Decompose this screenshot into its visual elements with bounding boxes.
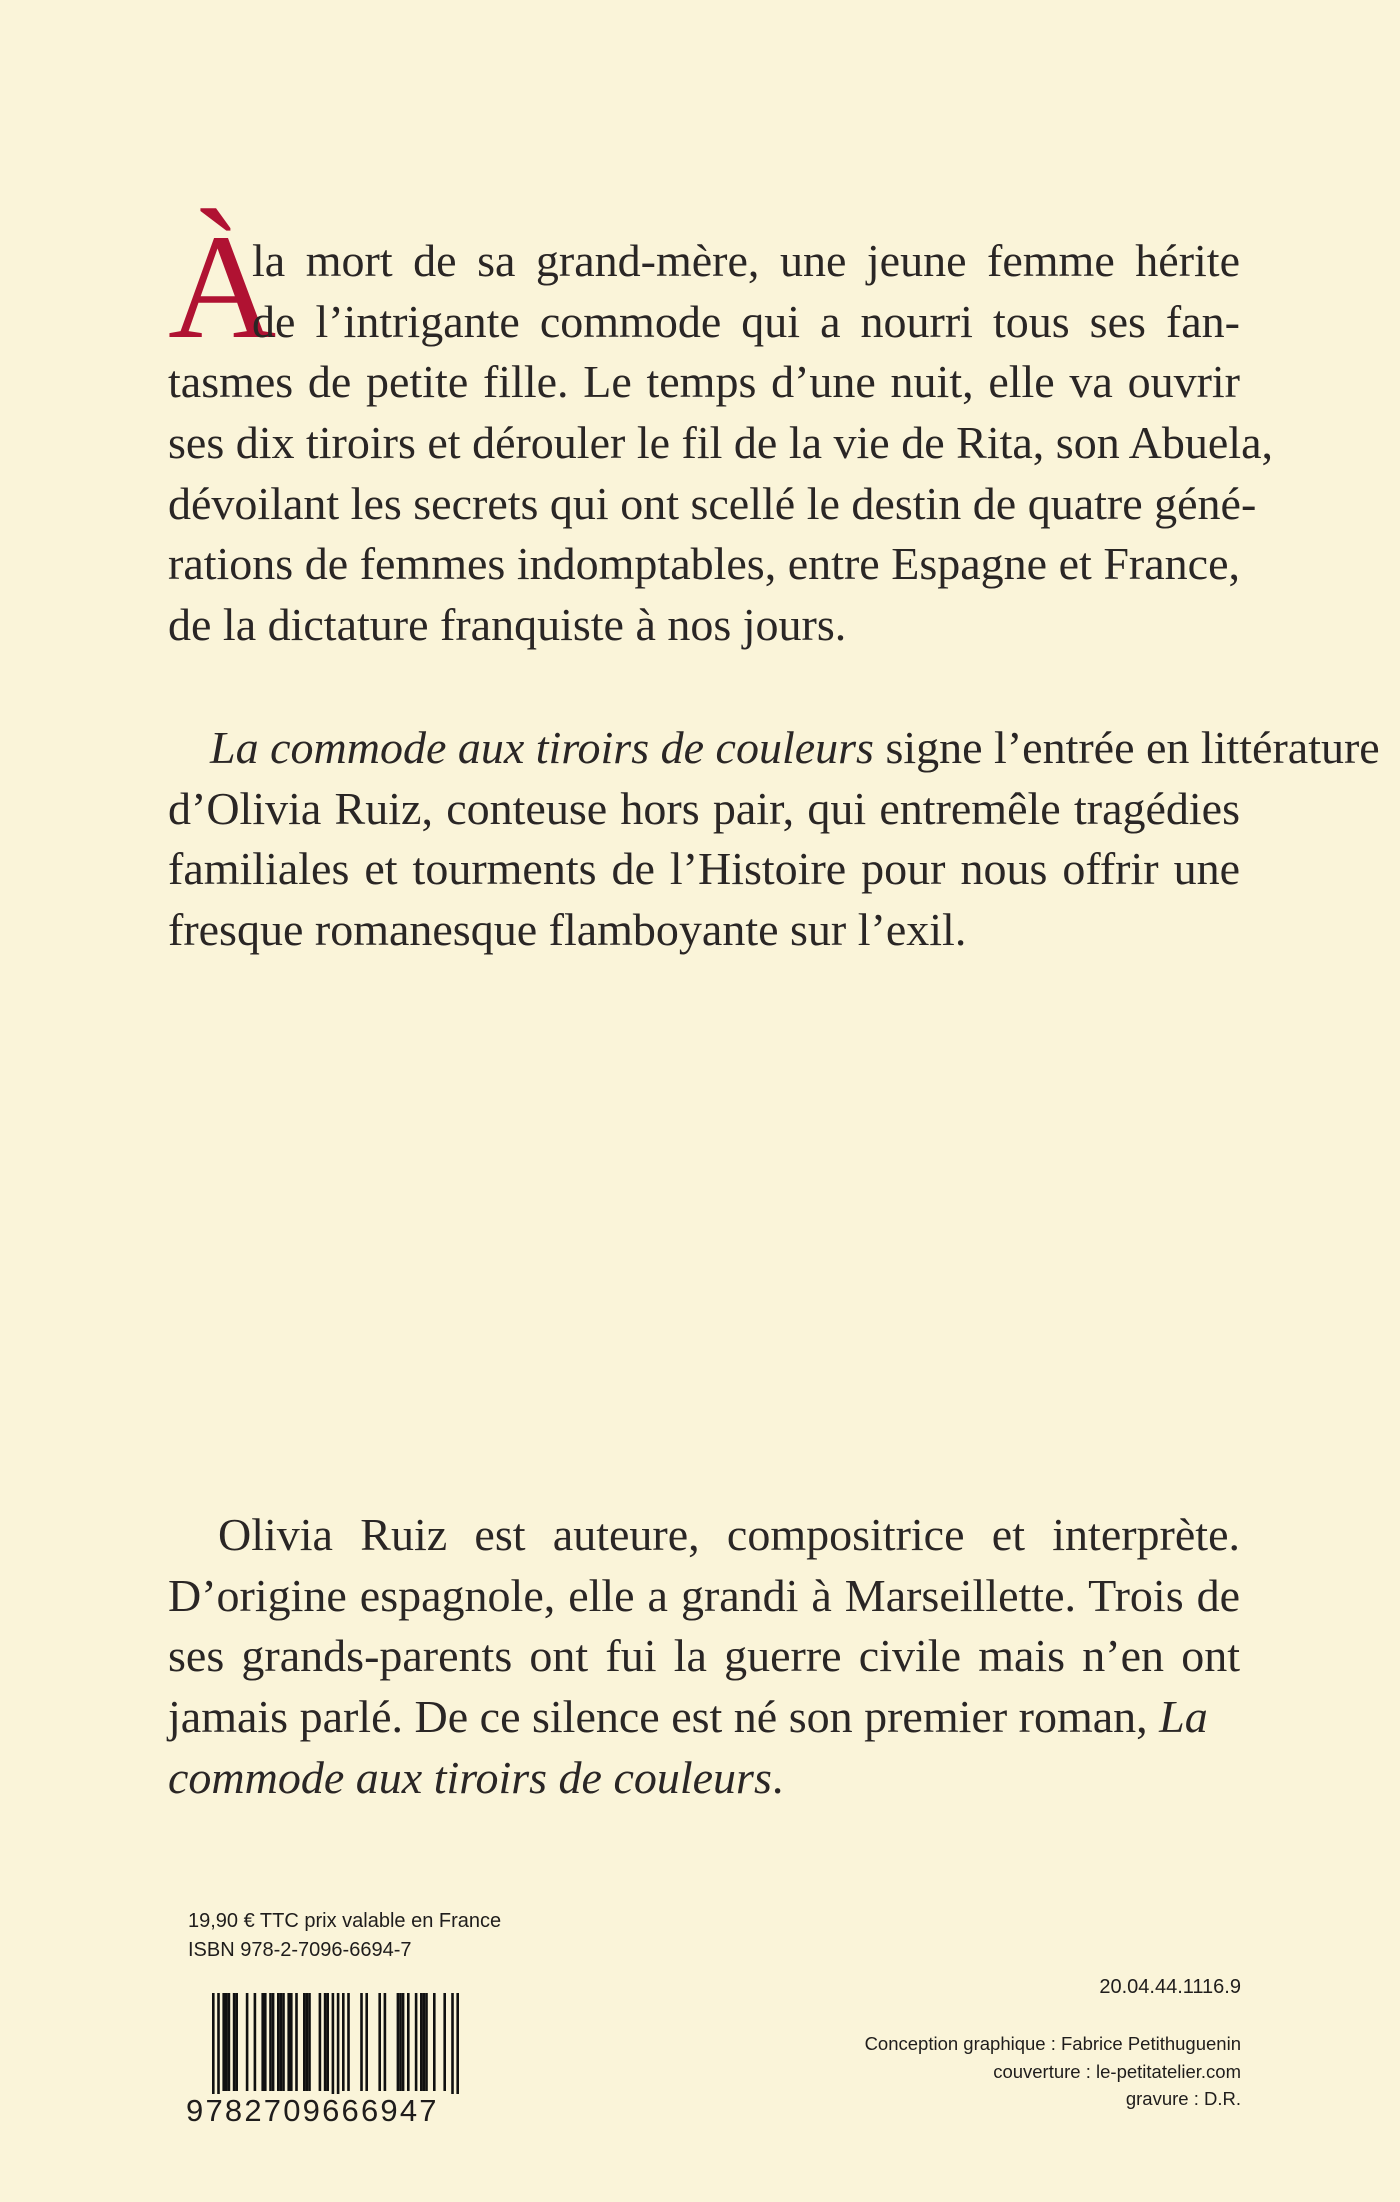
barcode-bar bbox=[319, 1993, 322, 2091]
summary-line: la mort de sa grand-mère, une jeune femme hérite bbox=[252, 235, 1240, 286]
barcode-bar bbox=[261, 1993, 264, 2091]
bio-title-italic: La bbox=[1159, 1691, 1208, 1743]
barcode-bar bbox=[423, 1993, 426, 2091]
presentation-line bbox=[168, 718, 1380, 779]
barcode-bar bbox=[295, 1993, 298, 2091]
barcode-bar bbox=[443, 1993, 446, 2091]
presentation-line: familiales et tourments de l’Histoire pour nous offrir une bbox=[168, 843, 1240, 895]
barcode-bar bbox=[290, 1993, 293, 2091]
barcode-bar bbox=[402, 1993, 405, 2091]
summary-line: dévoilant les secrets qui ont scellé le destin de quatre géné- bbox=[168, 477, 1257, 529]
credit-line: gravure : D.R. bbox=[1125, 2088, 1241, 2109]
barcode-bar bbox=[332, 1993, 335, 2103]
barcode-digits: 9782709666947 bbox=[186, 2094, 466, 2128]
barcode-bar bbox=[282, 1993, 285, 2091]
summary-line: tasmes de petite fille. Le temps d’une nuit, elle va ouvrir bbox=[168, 356, 1240, 408]
isbn-line: ISBN 978-2-7096-6694-7 bbox=[188, 1939, 412, 1961]
presentation-line-rest: signe l’entrée en littérature bbox=[873, 722, 1380, 773]
barcode-bar bbox=[378, 1993, 381, 2091]
summary-paragraph bbox=[168, 231, 1273, 656]
barcode-bar bbox=[308, 1993, 311, 2091]
bio-title-italic: commode aux tiroirs de couleurs bbox=[168, 1751, 772, 1803]
barcode-bar bbox=[425, 1993, 428, 2091]
presentation-line: fresque romanesque flamboyante sur l’exil. bbox=[168, 904, 967, 956]
barcode-bar bbox=[306, 1993, 309, 2091]
barcode-bar bbox=[287, 1993, 290, 2091]
summary-line: de l’intrigante commode qui a nourri tous ses fan- bbox=[252, 295, 1240, 347]
bio-line: Olivia Ruiz est auteure, compositrice et interprète. bbox=[218, 1509, 1240, 1560]
bio-line: D’origine espagnole, elle a grandi à Marseillette. Trois de bbox=[168, 1569, 1240, 1621]
credit-line: Conception graphique : Fabrice Petithuguenin bbox=[864, 2033, 1241, 2054]
barcode-bar bbox=[456, 1993, 459, 2103]
barcode-bar bbox=[272, 1993, 275, 2091]
drop-cap-letter: À bbox=[168, 204, 277, 370]
summary-line: ses dix tiroirs et dérouler le fil de la vie de Rita, son Abuela, bbox=[168, 417, 1273, 469]
barcode-bar bbox=[222, 1993, 225, 2091]
bio-line-end: . bbox=[771, 1751, 784, 1803]
barcode-bar bbox=[384, 1993, 387, 2091]
bio-line-text: jamais parlé. De ce silence est né son premier roman, bbox=[168, 1691, 1160, 1743]
summary-line: rations de femmes indomptables, entre Espagne et France, bbox=[168, 538, 1240, 590]
credit-line: couverture : le-petitatelier.com bbox=[993, 2060, 1241, 2082]
barcode-bar bbox=[225, 1993, 228, 2091]
barcode-bar bbox=[269, 1993, 272, 2091]
barcode-bar bbox=[347, 1993, 350, 2091]
barcode-bar bbox=[303, 1993, 306, 2091]
barcode-bar bbox=[324, 1993, 327, 2091]
barcode-bar bbox=[233, 1993, 236, 2091]
summary-line: de la dictature franquiste à nos jours. bbox=[168, 599, 847, 651]
presentation-line: d’Olivia Ruiz, conteuse hors pair, qui entremêle tragédies bbox=[168, 782, 1240, 834]
barcode-bar bbox=[235, 1993, 238, 2091]
book-title-italic: La commode aux tiroirs de couleurs bbox=[210, 722, 874, 773]
barcode-bar bbox=[397, 1993, 400, 2091]
barcode-bar bbox=[217, 1993, 220, 2103]
barcode-bar bbox=[280, 1993, 283, 2091]
credits bbox=[865, 2030, 1241, 2113]
barcode bbox=[186, 1993, 466, 2128]
barcode-bar bbox=[228, 1993, 231, 2091]
barcode-bar bbox=[277, 1993, 280, 2091]
bio-line bbox=[168, 1687, 1240, 1748]
barcode-bar bbox=[433, 1993, 436, 2091]
barcode-bar bbox=[415, 1993, 418, 2091]
barcode-bar bbox=[451, 1993, 454, 2103]
bio-line bbox=[168, 1748, 1240, 1809]
price-block bbox=[188, 1907, 501, 1965]
presentation-paragraph bbox=[168, 718, 1380, 961]
barcode-bar bbox=[342, 1993, 345, 2091]
bio-line: ses grands-parents ont fui la guerre civile mais n’en ont bbox=[168, 1630, 1240, 1682]
barcode-bar bbox=[326, 1993, 329, 2091]
barcode-bar bbox=[420, 1993, 423, 2091]
barcode-bar bbox=[365, 1993, 368, 2091]
barcode-bar bbox=[337, 1993, 340, 2103]
author-bio bbox=[168, 1505, 1240, 1808]
barcode-bar bbox=[399, 1993, 402, 2091]
barcode-bar bbox=[264, 1993, 267, 2091]
barcode-bars bbox=[186, 1993, 466, 2103]
barcode-bar bbox=[246, 1993, 249, 2091]
barcode-bar bbox=[360, 1993, 363, 2091]
barcode-bar bbox=[407, 1993, 410, 2091]
internal-code: 20.04.44.1116.9 bbox=[1099, 1976, 1241, 1998]
price-line: 19,90 € TTC prix valable en France bbox=[188, 1910, 502, 1932]
barcode-bar bbox=[212, 1993, 215, 2103]
barcode-bar bbox=[254, 1993, 257, 2091]
